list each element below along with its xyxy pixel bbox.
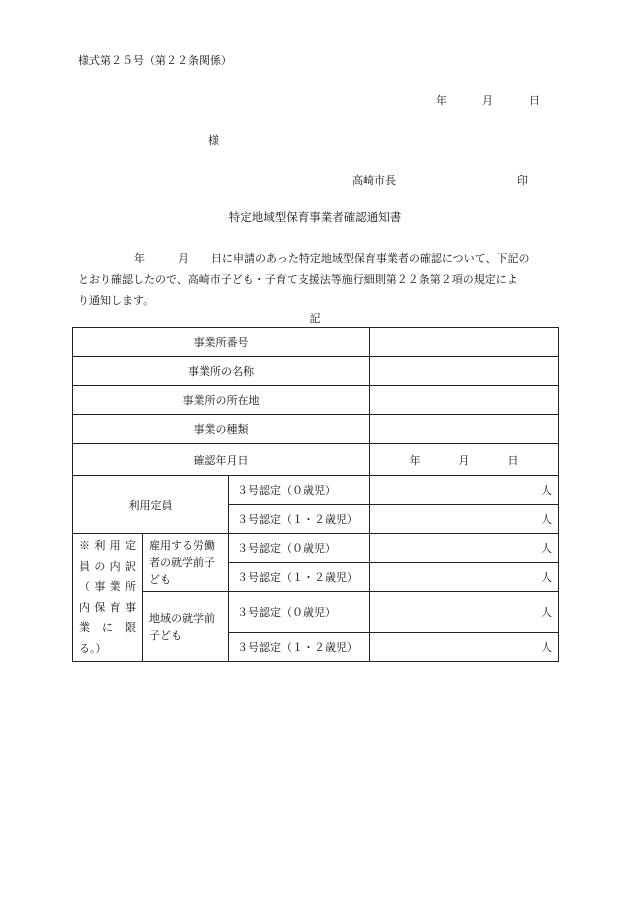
details-table xyxy=(72,327,559,662)
employee-age12-unit: 人 xyxy=(370,563,559,592)
capacity-label: 利用定員 xyxy=(73,476,229,534)
body-line1-text: 日に申請のあった特定地域型保育事業者の確認について、下記の xyxy=(211,252,530,265)
note-line: 業に限 xyxy=(79,621,136,634)
employee-age0-label: ３号認定（０歳児） xyxy=(229,534,370,563)
body-month: 月 xyxy=(178,252,189,265)
office-number-label: 事業所番号 xyxy=(73,328,370,357)
employee-children-label: 雇用する労働 者の就学前子 ども xyxy=(143,534,229,592)
note-line: 員の内訳 xyxy=(79,559,136,573)
body-line-2: とおり確認したので、高崎市子ども・子育て支援法等施行細則第２２条第２項の規定によ xyxy=(78,273,518,286)
date-day-label: 日 xyxy=(529,94,540,107)
issuer-name: 高崎市長 xyxy=(352,174,396,187)
note-line: ※利用定 xyxy=(79,539,136,552)
date-month-label: 月 xyxy=(482,94,493,107)
body-line-3: り通知します。 xyxy=(78,294,155,307)
recipient-honorific: 様 xyxy=(208,134,219,147)
form-number: 様式第２５号（第２２条関係） xyxy=(78,54,232,67)
local-age12-label: ３号認定（１・２歳児） xyxy=(229,633,370,662)
office-number-value xyxy=(370,328,559,357)
date-year-label: 年 xyxy=(436,94,447,107)
table-row xyxy=(73,357,559,386)
body-line-1 xyxy=(78,248,556,269)
employee-age12-label: ３号認定（１・２歳児） xyxy=(229,563,370,592)
office-address-value xyxy=(370,386,559,415)
business-type-label: 事業の種類 xyxy=(73,415,370,444)
local-children-label: 地域の就学前 子ども xyxy=(143,592,229,662)
capacity-age0-unit: 人 xyxy=(370,476,559,505)
note-line: る。） xyxy=(79,641,107,655)
ki-heading: 記 xyxy=(309,312,321,325)
office-address-label: 事業所の所在地 xyxy=(73,386,370,415)
table-row xyxy=(73,328,559,357)
confirm-year-label: 年 xyxy=(409,453,421,467)
table-row xyxy=(73,476,559,505)
capacity-breakdown-note xyxy=(73,534,143,662)
issuer-seal-label: 印 xyxy=(517,174,528,187)
employee-age0-unit: 人 xyxy=(370,534,559,563)
note-line: （事業所 xyxy=(79,580,136,593)
office-name-label: 事業所の名称 xyxy=(73,357,370,386)
table-row xyxy=(73,415,559,444)
document-title: 特定地域型保育事業者確認通知書 xyxy=(228,210,402,224)
capacity-age12-unit: 人 xyxy=(370,505,559,534)
table-row xyxy=(73,444,559,476)
capacity-age12-label: ３号認定（１・２歳児） xyxy=(229,505,370,534)
local-age0-label: ３号認定（０歳児） xyxy=(229,592,370,633)
table-row xyxy=(73,534,559,563)
table-row xyxy=(73,592,559,633)
body-year: 年 xyxy=(134,252,145,265)
table-row xyxy=(73,386,559,415)
capacity-age0-label: ３号認定（０歳児） xyxy=(229,476,370,505)
confirm-day-label: 日 xyxy=(507,453,519,467)
business-type-value xyxy=(370,415,559,444)
office-name-value xyxy=(370,357,559,386)
note-line: 内保育事 xyxy=(79,600,136,614)
local-age12-unit: 人 xyxy=(370,633,559,662)
confirm-date-label: 確認年月日 xyxy=(73,444,370,476)
notice-body xyxy=(78,248,556,311)
local-age0-unit: 人 xyxy=(370,592,559,633)
confirm-date-value xyxy=(370,444,559,476)
confirm-month-label: 月 xyxy=(458,453,470,467)
